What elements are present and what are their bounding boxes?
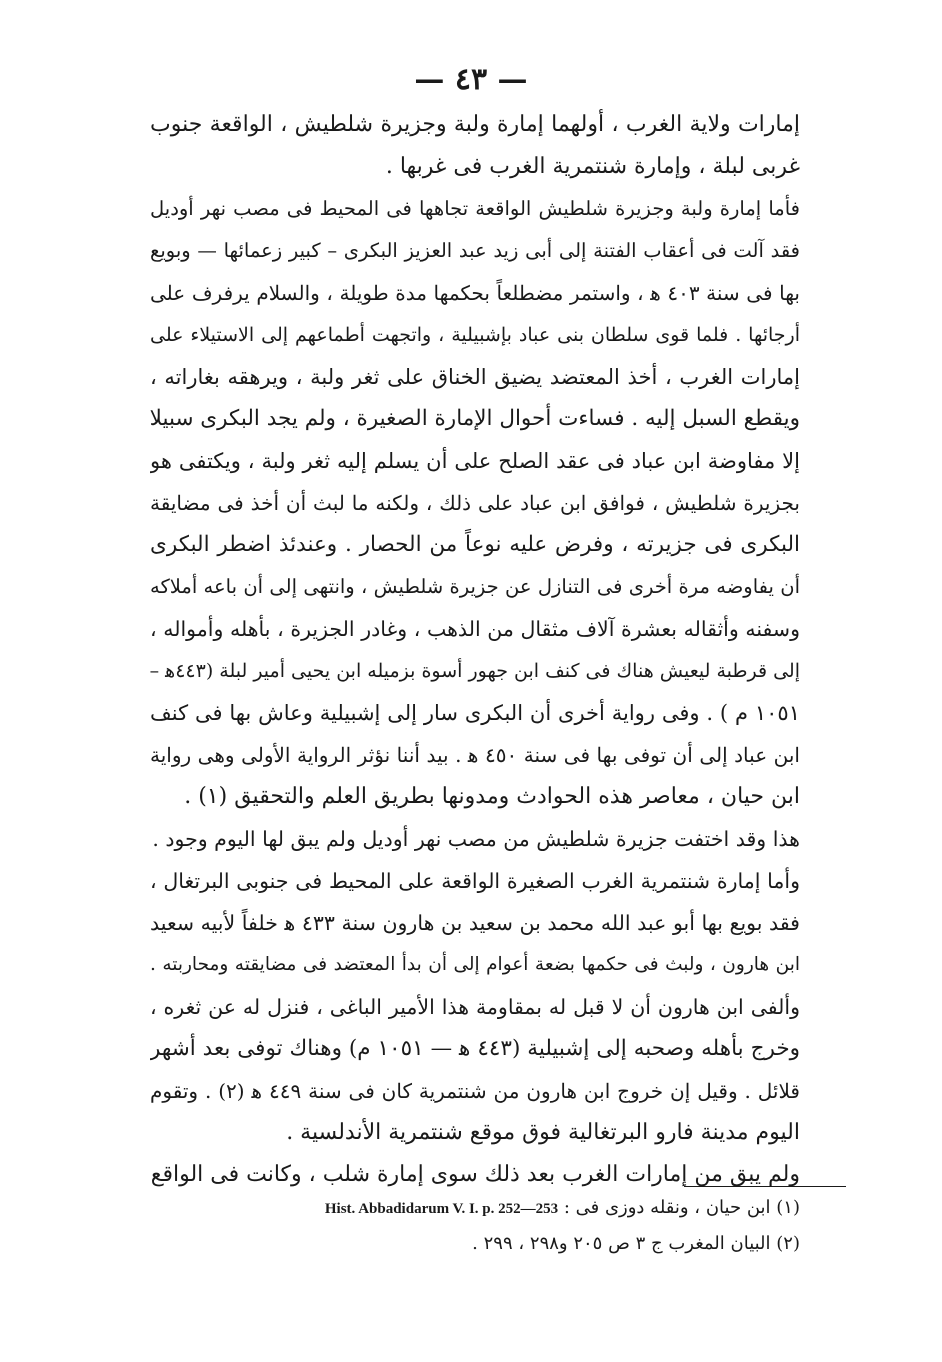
footnote-latin-reference: Hist. Abbadidarum V. I. p. 252—253	[324, 1201, 559, 1217]
text-line: غربى لبلة ، وإمارة شنتمرية الغرب فى غربها .	[385, 154, 800, 179]
footnote	[150, 1226, 800, 1262]
text-line: قلائل . وقيل إن خروج ابن هارون من شنتمرية كان فى سنة ٤٤٩ ﻫ (٢) . وتقوم	[150, 1079, 800, 1103]
page-number: — ٤٣ —	[414, 62, 528, 97]
text-line: إمارات ولاية الغرب ، أولهما إمارة ولبة وجزيرة شلطيش ، الواقعة جنوب	[150, 112, 800, 137]
text-line: هذا وقد اختفت جزيرة شلطيش من مصب نهر أوديل ولم يبق لها اليوم وجود .	[152, 827, 800, 851]
text-line: بها فى سنة ٤٠٣ ﻫ ، واستمر مضطلعاً بحكمها مدة طويلة ، والسلام يرفرف على	[150, 281, 800, 305]
footnotes	[150, 1190, 800, 1262]
footnote	[150, 1190, 800, 1226]
text-line: ١٠٥١ م ) . وفى رواية أخرى أن البكرى سار إلى إشبيلية وعاش بها فى كنف	[150, 701, 800, 725]
body-text	[150, 104, 800, 1196]
footnote-divider	[684, 1186, 846, 1187]
text-line: فأما إمارة ولبة وجزيرة شلطيش الواقعة تجاهها فى المحيط فى مصب نهر أوديل	[150, 197, 800, 220]
text-line: أن يفاوضه مرة أخرى فى التنازل عن جزيرة شلطيش ، وانتهى إلى أن باعه أملاكه	[150, 575, 800, 598]
text-line: أرجائها . فلما قوى سلطان بنى عباد بإشبيلية ، واتجهت أطماعهم إلى الاستيلاء على	[150, 324, 800, 346]
footnote-text: (١) ابن حيان ، ونقله دوزى فى :	[558, 1197, 800, 1218]
text-line: فقد بويع بها أبو عبد الله محمد بن سعيد بن هارون سنة ٤٣٣ ﻫ خلفاً لأبيه سعيد	[150, 911, 800, 935]
text-line: ابن حيان ، معاصر هذه الحوادث ومدونها بطريق العلم والتحقيق (١) .	[184, 784, 800, 809]
text-line: وأما إمارة شنتمرية الغرب الصغيرة الواقعة على المحيط فى جنوبى البرتغال ،	[150, 869, 800, 893]
footnote-text: (٢) البيان المغرب ج ٣ ص ٢٠٥ و٢٩٨ ، ٢٩٩ .	[472, 1233, 800, 1254]
text-line: ابن هارون ، ولبث فى حكمها بضعة أعوام إلى أن بدأ المعتضد فى مضايقته ومحاربته .	[150, 954, 800, 975]
text-line: البكرى فى جزيرته ، وفرض عليه نوعاً من الحصار . وعندئذ اضطر البكرى	[150, 532, 800, 557]
text-line: إمارات الغرب ، أخذ المعتضد يضيق الخناق على ثغر ولبة ، ويرهقه بغاراته ،	[150, 365, 800, 389]
text-line: إلى قرطبة ليعيش هناك فى كنف ابن جهور أسوة بزميله ابن يحيى أمير لبلة (٤٤٣ﻫ –	[150, 660, 800, 682]
text-line: وخرج بأهله وصحبه إلى إشبيلية (٤٤٣ ﻫ — ١٠٥١ م) وهناك توفى بعد أشهر	[150, 1036, 800, 1061]
text-line: بجزيرة شلطيش ، فوافق ابن عباد على ذلك ، ولكنه ما لبث أن أخذ فى مضايقة	[150, 491, 800, 515]
text-line: ابن عباد إلى أن توفى بها فى سنة ٤٥٠ ﻫ . بيد أننا نؤثر الرواية الأولى وهى رواية	[150, 743, 800, 767]
text-line: اليوم مدينة فارو البرتغالية فوق موقع شنتمرية الأندلسية .	[286, 1120, 800, 1145]
text-line: فقد آلت فى أعقاب الفتنة إلى أبى زيد عبد العزيز البكرى – كبير زعمائها — وبويع	[150, 239, 800, 262]
text-line: إلا مفاوضة ابن عباد فى عقد الصلح على أن يسلم إليه ثغر ولبة ، ويكتفى هو	[150, 449, 800, 473]
text-line: وألفى ابن هارون أن لا قبل له بمقاومة هذا الأمير الباغى ، فنزل له عن ثغره ،	[150, 995, 800, 1019]
text-line: ولم يبق من إمارات الغرب بعد ذلك سوى إمارة شلب ، وكانت فى الواقع	[150, 1162, 800, 1187]
text-line: ويقطع السبل إليه . فساءت أحوال الإمارة الصغيرة ، ولم يجد البكرى سبيلا	[150, 406, 800, 431]
text-line: وسفنه وأثقاله بعشرة آلاف مثقال من الذهب ، وغادر الجزيرة ، بأهله وأمواله ،	[150, 617, 800, 641]
